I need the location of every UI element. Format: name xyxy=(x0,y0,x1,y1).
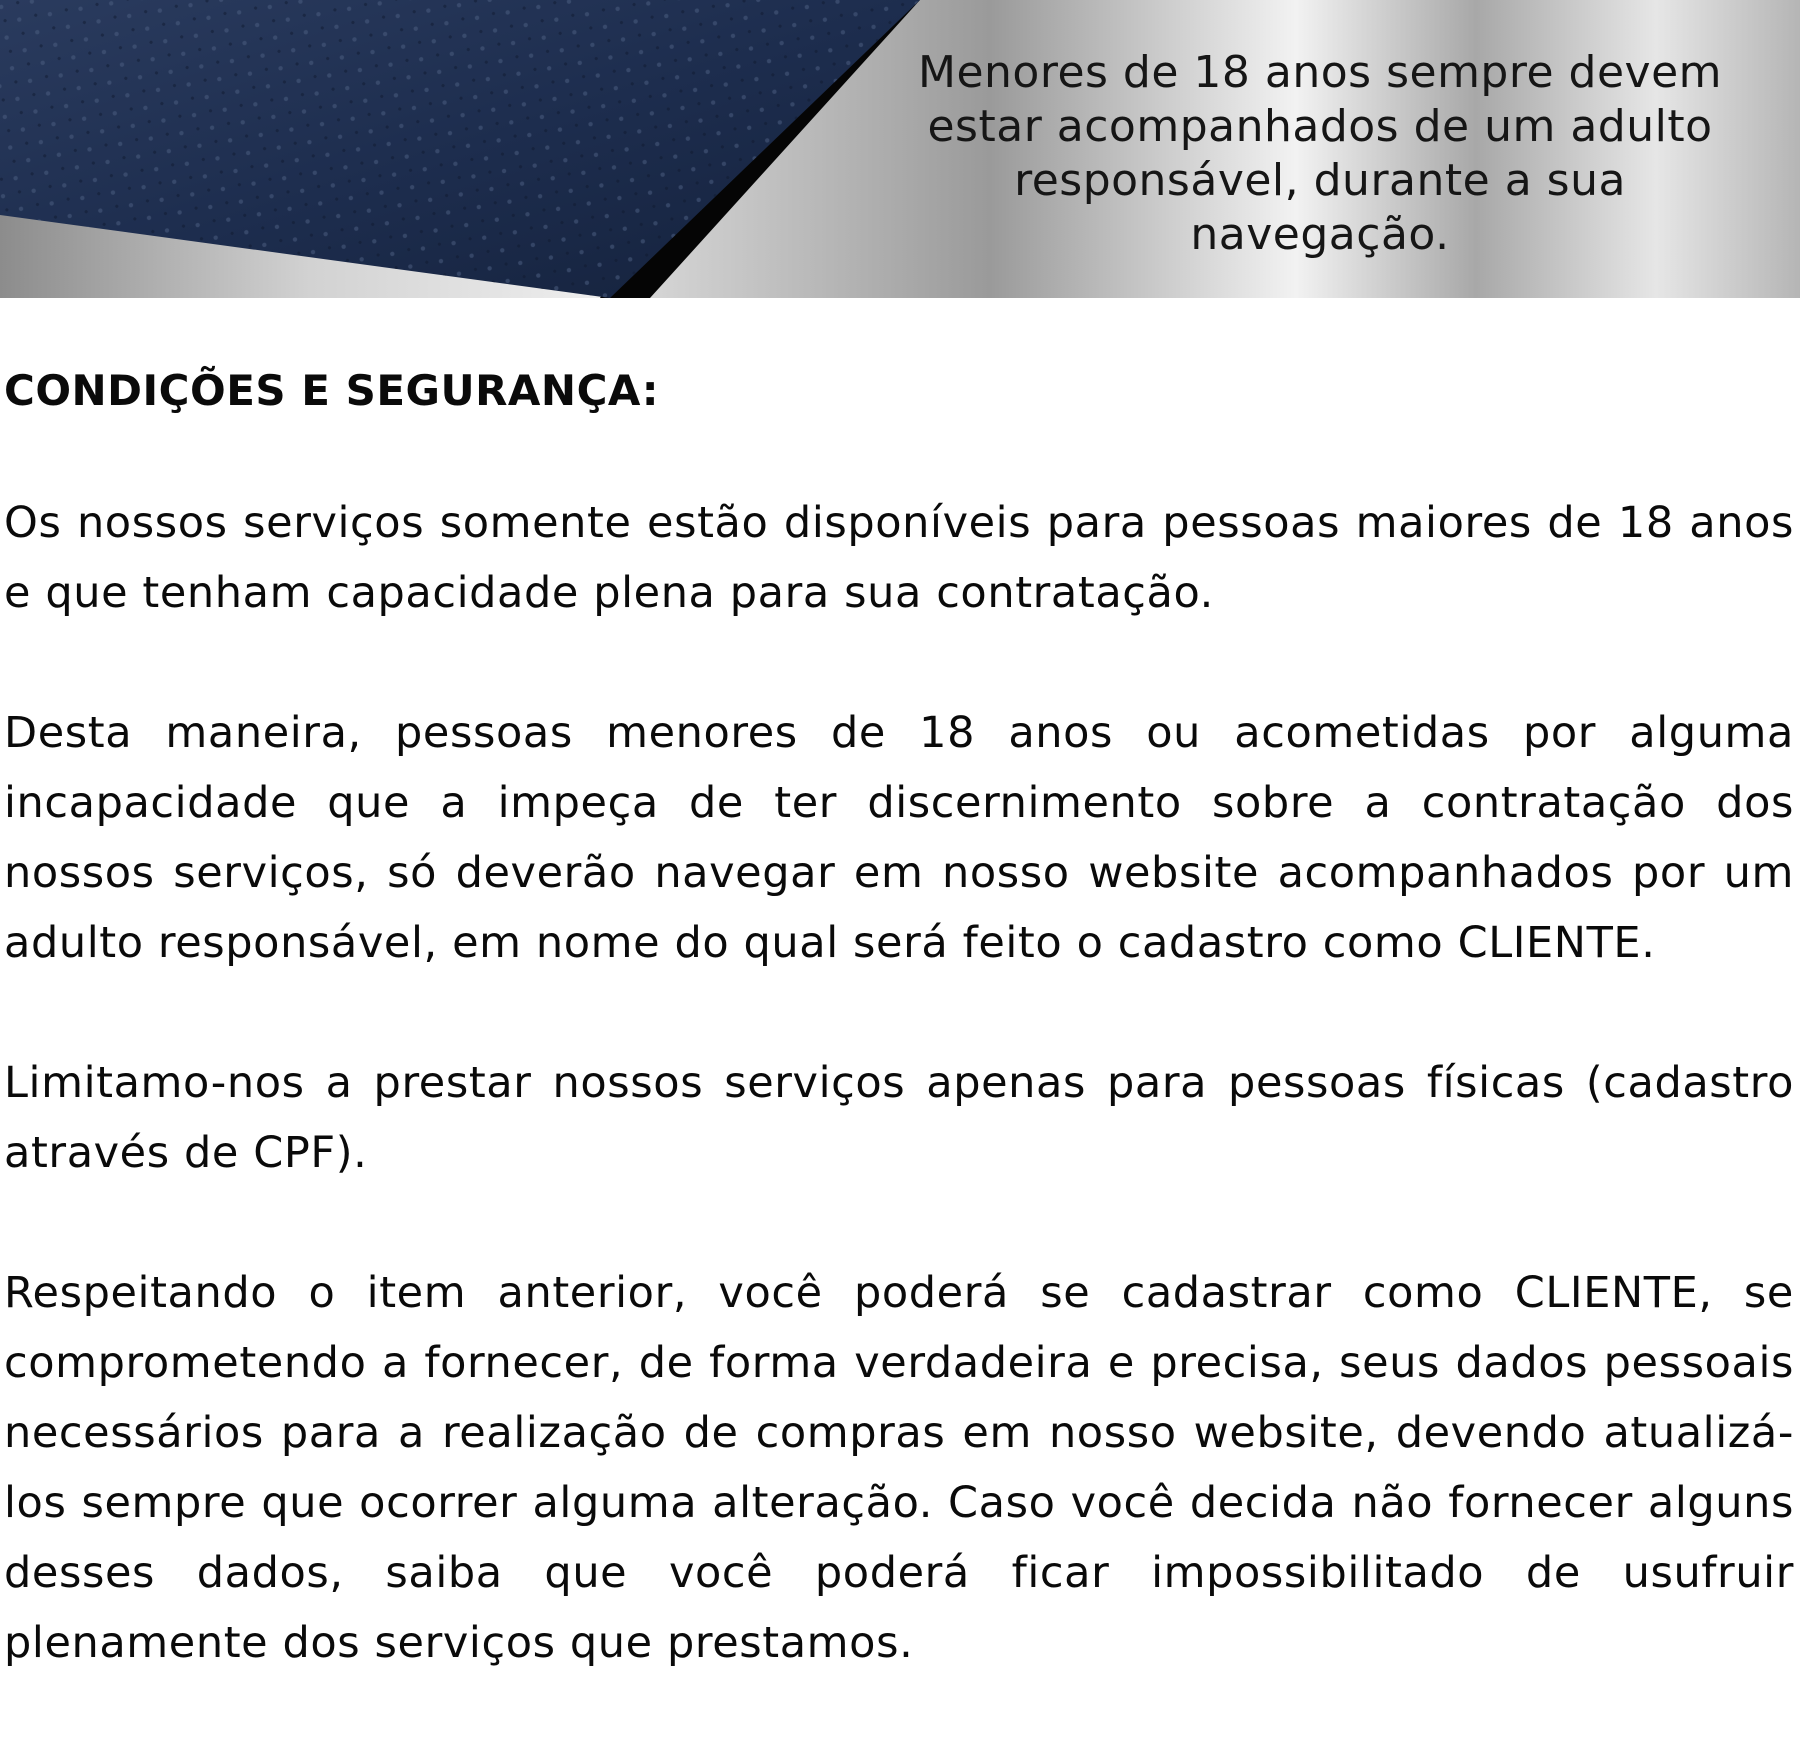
paragraph-eligibility: Os nossos serviços somente estão disponíveis para pessoas maiores de 18 anos e que tenham capacidade plena para sua contratação. xyxy=(4,498,1794,618)
terms-section xyxy=(4,356,1794,1678)
paragraph-individuals: Limitamo-nos a prestar nossos serviços apenas para pessoas físicas (cadastro através de CPF). xyxy=(4,1058,1794,1178)
section-heading: CONDIÇÕES E SEGURANÇA: xyxy=(4,366,659,415)
paragraph-registration: Respeitando o item anterior, você poderá se cadastrar como CLIENTE, se comprometendo a fornecer, de forma verdadeira e precisa, seus dados pessoais necessários para a realização de compras em nosso website, devendo atualizá-los sempre que ocorrer alguma alteração. Caso você decida não fornecer alguns desses dados, saiba que você poderá ficar impossibilitado de usufruir plenamente dos serviços que prestamos. xyxy=(4,1268,1794,1668)
paragraph-minors: Desta maneira, pessoas menores de 18 anos ou acometidas por alguma incapacidade que a impeça de ter discernimento sobre a contratação dos nossos serviços, só deverão navegar em nosso website acompanhados por um adulto responsável, em nome do qual será feito o cadastro como CLIENTE. xyxy=(4,708,1794,968)
age-notice: Menores de 18 anos sempre devem estar acompanhados de um adulto responsável, durante a sua navegação. xyxy=(917,47,1723,260)
header-banner xyxy=(0,0,1800,298)
